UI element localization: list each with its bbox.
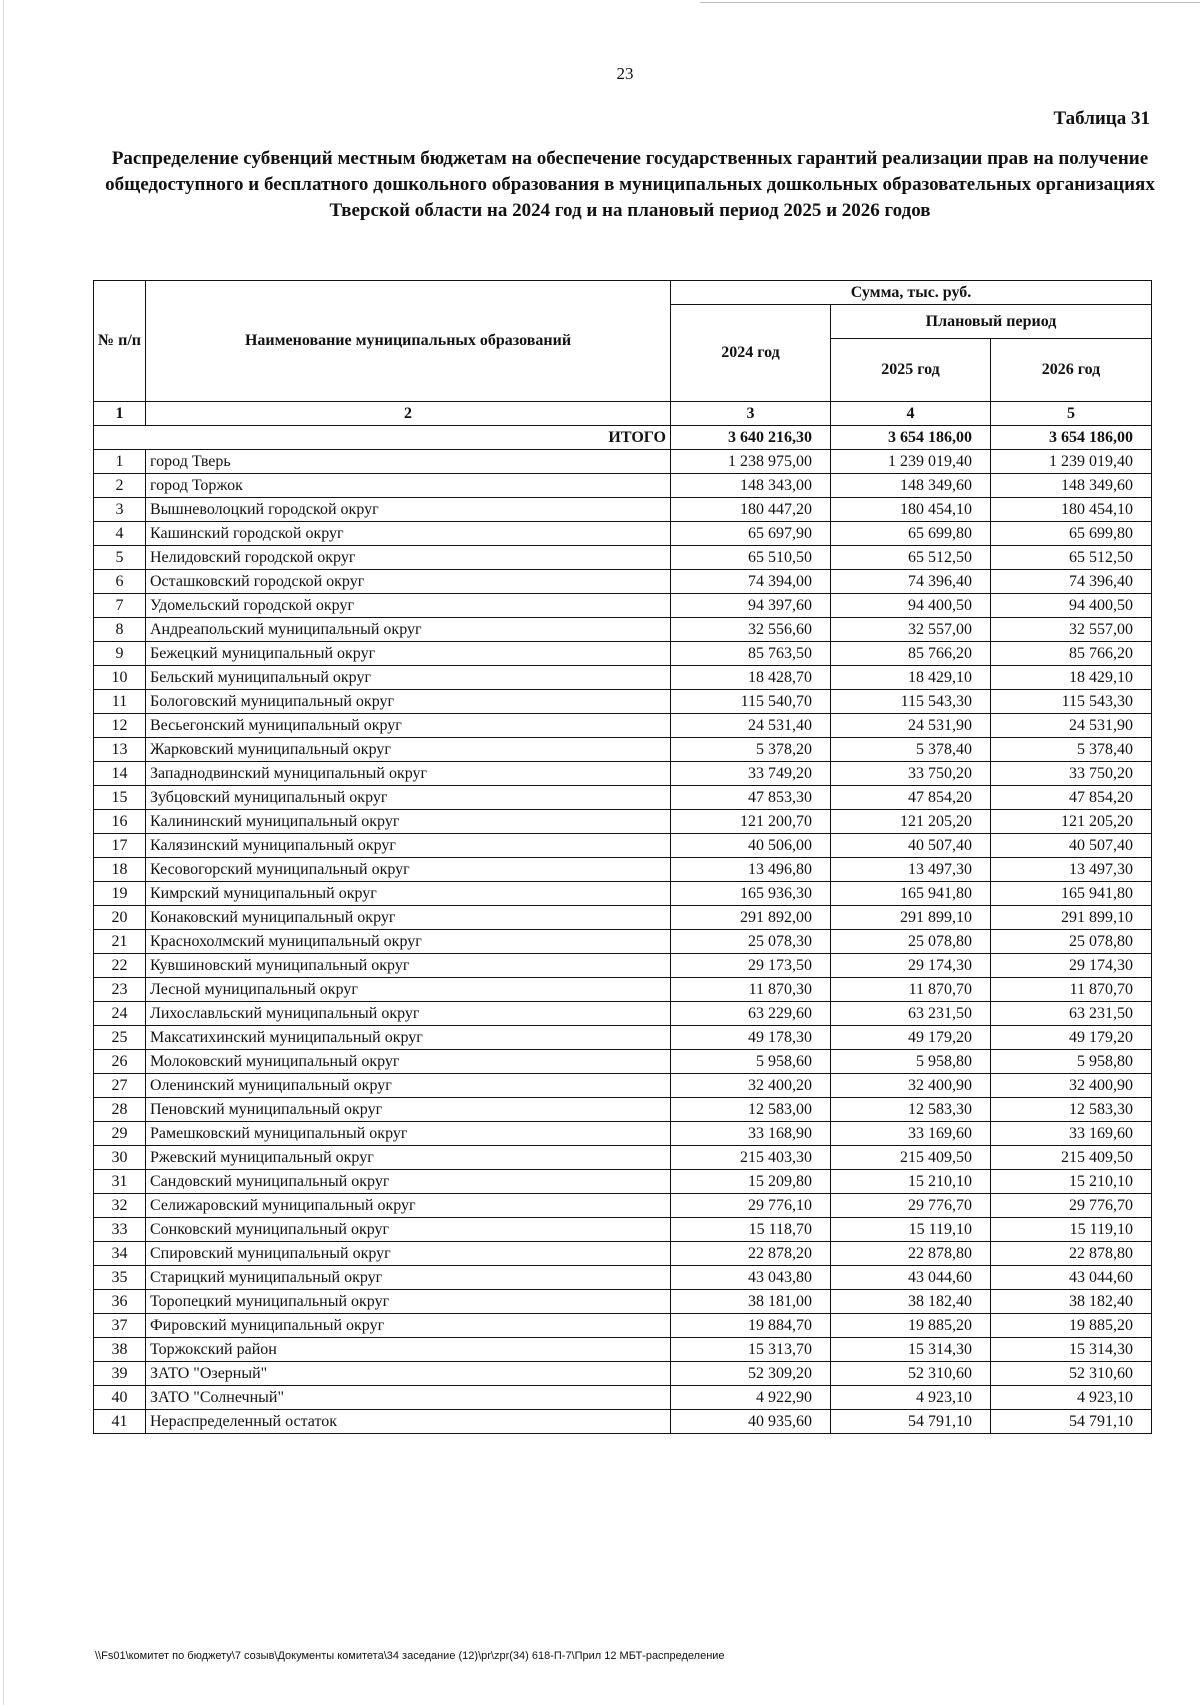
municipality-name: Лесной муниципальный округ bbox=[146, 978, 671, 1002]
value-2025: 49 179,20 bbox=[831, 1026, 991, 1050]
row-number: 14 bbox=[94, 762, 146, 786]
value-2024: 40 935,60 bbox=[671, 1410, 831, 1434]
column-index: 2 bbox=[146, 402, 671, 426]
document-title: Распределение субвенций местным бюджетам на обеспечение государственных гарантий реализации прав на получение общедоступного и бесплатного дошкольного образования в муниципальных дошкольных образовательных организациях Тверской области на 2024 год и на плановый период 2025 и 2026 годов bbox=[105, 148, 1155, 221]
table-row bbox=[94, 762, 1152, 786]
row-number: 3 bbox=[94, 498, 146, 522]
value-2026: 121 205,20 bbox=[991, 810, 1152, 834]
row-number: 34 bbox=[94, 1242, 146, 1266]
column-index: 3 bbox=[671, 402, 831, 426]
table-row bbox=[94, 1074, 1152, 1098]
row-number: 23 bbox=[94, 978, 146, 1002]
value-2026: 52 310,60 bbox=[991, 1362, 1152, 1386]
table-row bbox=[94, 1002, 1152, 1026]
value-2024: 180 447,20 bbox=[671, 498, 831, 522]
table-row bbox=[94, 1026, 1152, 1050]
row-number: 30 bbox=[94, 1146, 146, 1170]
row-number: 36 bbox=[94, 1290, 146, 1314]
table-row bbox=[94, 594, 1152, 618]
row-number: 7 bbox=[94, 594, 146, 618]
value-2026: 291 899,10 bbox=[991, 906, 1152, 930]
row-number: 18 bbox=[94, 858, 146, 882]
municipality-name: Фировский муниципальный округ bbox=[146, 1314, 671, 1338]
value-2024: 13 496,80 bbox=[671, 858, 831, 882]
municipality-name: город Тверь bbox=[146, 450, 671, 474]
value-2024: 29 173,50 bbox=[671, 954, 831, 978]
value-2026: 19 885,20 bbox=[991, 1314, 1152, 1338]
value-2024: 32 400,20 bbox=[671, 1074, 831, 1098]
row-number: 32 bbox=[94, 1194, 146, 1218]
value-2025: 18 429,10 bbox=[831, 666, 991, 690]
value-2026: 54 791,10 bbox=[991, 1410, 1152, 1434]
municipality-name: Осташковский городской округ bbox=[146, 570, 671, 594]
value-2025: 63 231,50 bbox=[831, 1002, 991, 1026]
municipality-name: Сандовский муниципальный округ bbox=[146, 1170, 671, 1194]
table-row bbox=[94, 522, 1152, 546]
value-2025: 5 958,80 bbox=[831, 1050, 991, 1074]
value-2025: 32 400,90 bbox=[831, 1074, 991, 1098]
value-2026: 40 507,40 bbox=[991, 834, 1152, 858]
value-2024: 15 209,80 bbox=[671, 1170, 831, 1194]
value-2024: 24 531,40 bbox=[671, 714, 831, 738]
footer-file-path: \\Fs01\комитет по бюджету\7 созыв\Документы комитета\34 заседание (12)\pr\zpr(34) 618-П-7\Прил 12 МБТ-распределение bbox=[95, 1650, 725, 1662]
value-2025: 40 507,40 bbox=[831, 834, 991, 858]
row-number: 8 bbox=[94, 618, 146, 642]
table-row bbox=[94, 1410, 1152, 1434]
value-2025: 22 878,80 bbox=[831, 1242, 991, 1266]
value-2025: 29 776,70 bbox=[831, 1194, 991, 1218]
value-2026: 1 239 019,40 bbox=[991, 450, 1152, 474]
value-2026: 215 409,50 bbox=[991, 1146, 1152, 1170]
value-2025: 121 205,20 bbox=[831, 810, 991, 834]
row-number: 25 bbox=[94, 1026, 146, 1050]
total-2024: 3 640 216,30 bbox=[671, 426, 831, 450]
value-2026: 22 878,80 bbox=[991, 1242, 1152, 1266]
row-number: 24 bbox=[94, 1002, 146, 1026]
table-row bbox=[94, 690, 1152, 714]
value-2025: 65 699,80 bbox=[831, 522, 991, 546]
value-2026: 15 119,10 bbox=[991, 1218, 1152, 1242]
row-number: 31 bbox=[94, 1170, 146, 1194]
value-2024: 65 697,90 bbox=[671, 522, 831, 546]
table-row bbox=[94, 1170, 1152, 1194]
value-2024: 25 078,30 bbox=[671, 930, 831, 954]
column-index: 5 bbox=[991, 402, 1152, 426]
value-2024: 1 238 975,00 bbox=[671, 450, 831, 474]
table-label: Таблица 31 bbox=[1053, 108, 1150, 129]
table-row bbox=[94, 714, 1152, 738]
municipality-name: Оленинский муниципальный округ bbox=[146, 1074, 671, 1098]
row-number: 40 bbox=[94, 1386, 146, 1410]
municipality-name: Торжокский район bbox=[146, 1338, 671, 1362]
value-2026: 38 182,40 bbox=[991, 1290, 1152, 1314]
municipality-name: Бельский муниципальный округ bbox=[146, 666, 671, 690]
header-plan-period: Плановый период bbox=[831, 305, 1152, 339]
table-row bbox=[94, 1194, 1152, 1218]
table-row bbox=[94, 978, 1152, 1002]
value-2025: 65 512,50 bbox=[831, 546, 991, 570]
scan-artifact-line bbox=[700, 2, 1200, 3]
value-2025: 291 899,10 bbox=[831, 906, 991, 930]
value-2024: 52 309,20 bbox=[671, 1362, 831, 1386]
table-row bbox=[94, 858, 1152, 882]
municipality-name: Андреапольский муниципальный округ bbox=[146, 618, 671, 642]
table-row bbox=[94, 642, 1152, 666]
value-2025: 19 885,20 bbox=[831, 1314, 991, 1338]
page-number: 23 bbox=[616, 64, 634, 83]
value-2026: 13 497,30 bbox=[991, 858, 1152, 882]
value-2025: 94 400,50 bbox=[831, 594, 991, 618]
value-2025: 165 941,80 bbox=[831, 882, 991, 906]
table-row bbox=[94, 1218, 1152, 1242]
municipality-name: Кувшиновский муниципальный округ bbox=[146, 954, 671, 978]
table-row bbox=[94, 1146, 1152, 1170]
municipality-name: Ржевский муниципальный округ bbox=[146, 1146, 671, 1170]
municipality-name: Вышневолоцкий городской округ bbox=[146, 498, 671, 522]
municipality-name: Жарковский муниципальный округ bbox=[146, 738, 671, 762]
header-name: Наименование муниципальных образований bbox=[146, 281, 671, 402]
value-2026: 15 314,30 bbox=[991, 1338, 1152, 1362]
value-2026: 18 429,10 bbox=[991, 666, 1152, 690]
municipality-name: Весьегонский муниципальный округ bbox=[146, 714, 671, 738]
value-2025: 15 119,10 bbox=[831, 1218, 991, 1242]
total-row bbox=[94, 426, 1152, 450]
value-2024: 19 884,70 bbox=[671, 1314, 831, 1338]
table-row bbox=[94, 1098, 1152, 1122]
value-2024: 85 763,50 bbox=[671, 642, 831, 666]
total-2025: 3 654 186,00 bbox=[831, 426, 991, 450]
value-2026: 165 941,80 bbox=[991, 882, 1152, 906]
municipality-name: Кимрский муниципальный округ bbox=[146, 882, 671, 906]
table-row bbox=[94, 930, 1152, 954]
column-index: 4 bbox=[831, 402, 991, 426]
row-number: 22 bbox=[94, 954, 146, 978]
municipality-name: Спировский муниципальный округ bbox=[146, 1242, 671, 1266]
value-2025: 43 044,60 bbox=[831, 1266, 991, 1290]
value-2026: 74 396,40 bbox=[991, 570, 1152, 594]
municipality-name: Молоковский муниципальный округ bbox=[146, 1050, 671, 1074]
row-number: 12 bbox=[94, 714, 146, 738]
value-2024: 148 343,00 bbox=[671, 474, 831, 498]
value-2026: 94 400,50 bbox=[991, 594, 1152, 618]
municipality-name: Селижаровский муниципальный округ bbox=[146, 1194, 671, 1218]
row-number: 19 bbox=[94, 882, 146, 906]
value-2026: 49 179,20 bbox=[991, 1026, 1152, 1050]
table-row bbox=[94, 1242, 1152, 1266]
column-index: 1 bbox=[94, 402, 146, 426]
value-2024: 94 397,60 bbox=[671, 594, 831, 618]
row-number: 6 bbox=[94, 570, 146, 594]
value-2024: 291 892,00 bbox=[671, 906, 831, 930]
row-number: 28 bbox=[94, 1098, 146, 1122]
table-row bbox=[94, 666, 1152, 690]
value-2024: 65 510,50 bbox=[671, 546, 831, 570]
value-2025: 13 497,30 bbox=[831, 858, 991, 882]
municipality-name: Рамешковский муниципальный округ bbox=[146, 1122, 671, 1146]
row-number: 37 bbox=[94, 1314, 146, 1338]
value-2026: 115 543,30 bbox=[991, 690, 1152, 714]
municipality-name: Сонковский муниципальный округ bbox=[146, 1218, 671, 1242]
municipality-name: Нераспределенный остаток bbox=[146, 1410, 671, 1434]
header-num: № п/п bbox=[94, 281, 146, 402]
municipality-name: Калязинский муниципальный округ bbox=[146, 834, 671, 858]
value-2025: 15 314,30 bbox=[831, 1338, 991, 1362]
value-2026: 15 210,10 bbox=[991, 1170, 1152, 1194]
scan-artifact-edge bbox=[3, 0, 4, 1705]
value-2025: 5 378,40 bbox=[831, 738, 991, 762]
row-number: 1 bbox=[94, 450, 146, 474]
total-label: ИТОГО bbox=[94, 426, 671, 450]
value-2024: 43 043,80 bbox=[671, 1266, 831, 1290]
table-row bbox=[94, 786, 1152, 810]
row-number: 2 bbox=[94, 474, 146, 498]
value-2026: 32 557,00 bbox=[991, 618, 1152, 642]
row-number: 16 bbox=[94, 810, 146, 834]
value-2026: 85 766,20 bbox=[991, 642, 1152, 666]
value-2025: 32 557,00 bbox=[831, 618, 991, 642]
table-row bbox=[94, 1314, 1152, 1338]
value-2026: 4 923,10 bbox=[991, 1386, 1152, 1410]
municipality-name: Кашинский городской округ bbox=[146, 522, 671, 546]
value-2024: 4 922,90 bbox=[671, 1386, 831, 1410]
table-row bbox=[94, 882, 1152, 906]
column-index-row bbox=[94, 402, 1152, 426]
value-2026: 65 512,50 bbox=[991, 546, 1152, 570]
header-2024: 2024 год bbox=[671, 305, 831, 402]
value-2024: 18 428,70 bbox=[671, 666, 831, 690]
table-row bbox=[94, 834, 1152, 858]
value-2024: 5 378,20 bbox=[671, 738, 831, 762]
row-number: 9 bbox=[94, 642, 146, 666]
table-row bbox=[94, 1338, 1152, 1362]
municipality-name: город Торжок bbox=[146, 474, 671, 498]
value-2026: 11 870,70 bbox=[991, 978, 1152, 1002]
value-2025: 12 583,30 bbox=[831, 1098, 991, 1122]
value-2026: 29 174,30 bbox=[991, 954, 1152, 978]
row-number: 39 bbox=[94, 1362, 146, 1386]
row-number: 29 bbox=[94, 1122, 146, 1146]
row-number: 26 bbox=[94, 1050, 146, 1074]
row-number: 38 bbox=[94, 1338, 146, 1362]
value-2024: 74 394,00 bbox=[671, 570, 831, 594]
value-2025: 25 078,80 bbox=[831, 930, 991, 954]
value-2025: 4 923,10 bbox=[831, 1386, 991, 1410]
value-2024: 15 313,70 bbox=[671, 1338, 831, 1362]
row-number: 20 bbox=[94, 906, 146, 930]
table-row bbox=[94, 1362, 1152, 1386]
value-2024: 32 556,60 bbox=[671, 618, 831, 642]
value-2024: 63 229,60 bbox=[671, 1002, 831, 1026]
value-2026: 47 854,20 bbox=[991, 786, 1152, 810]
municipality-name: Бежецкий муниципальный округ bbox=[146, 642, 671, 666]
table-row bbox=[94, 954, 1152, 978]
value-2026: 5 958,80 bbox=[991, 1050, 1152, 1074]
table-row bbox=[94, 1290, 1152, 1314]
value-2025: 29 174,30 bbox=[831, 954, 991, 978]
value-2024: 165 936,30 bbox=[671, 882, 831, 906]
municipality-name: Максатихинский муниципальный округ bbox=[146, 1026, 671, 1050]
header-sum: Сумма, тыс. руб. bbox=[671, 281, 1152, 305]
table-row bbox=[94, 738, 1152, 762]
municipality-name: Лихославльский муниципальный округ bbox=[146, 1002, 671, 1026]
table-row bbox=[94, 570, 1152, 594]
municipality-name: Пеновский муниципальный округ bbox=[146, 1098, 671, 1122]
municipality-name: Нелидовский городской округ bbox=[146, 546, 671, 570]
municipality-name: Калининский муниципальный округ bbox=[146, 810, 671, 834]
row-number: 10 bbox=[94, 666, 146, 690]
value-2024: 15 118,70 bbox=[671, 1218, 831, 1242]
value-2024: 47 853,30 bbox=[671, 786, 831, 810]
value-2025: 33 750,20 bbox=[831, 762, 991, 786]
value-2026: 43 044,60 bbox=[991, 1266, 1152, 1290]
table-row bbox=[94, 810, 1152, 834]
municipality-name: Торопецкий муниципальный округ bbox=[146, 1290, 671, 1314]
total-2026: 3 654 186,00 bbox=[991, 426, 1152, 450]
municipality-name: Зубцовский муниципальный округ bbox=[146, 786, 671, 810]
table-row bbox=[94, 498, 1152, 522]
municipality-name: Кесовогорский муниципальный округ bbox=[146, 858, 671, 882]
municipality-name: ЗАТО "Солнечный" bbox=[146, 1386, 671, 1410]
value-2024: 22 878,20 bbox=[671, 1242, 831, 1266]
value-2026: 25 078,80 bbox=[991, 930, 1152, 954]
table-body bbox=[94, 450, 1152, 1434]
municipality-name: Удомельский городской округ bbox=[146, 594, 671, 618]
value-2026: 32 400,90 bbox=[991, 1074, 1152, 1098]
table-row bbox=[94, 1050, 1152, 1074]
value-2026: 29 776,70 bbox=[991, 1194, 1152, 1218]
value-2024: 5 958,60 bbox=[671, 1050, 831, 1074]
subsidy-distribution-table bbox=[93, 280, 1152, 1434]
table-row bbox=[94, 1122, 1152, 1146]
row-number: 13 bbox=[94, 738, 146, 762]
value-2026: 180 454,10 bbox=[991, 498, 1152, 522]
value-2025: 148 349,60 bbox=[831, 474, 991, 498]
value-2025: 24 531,90 bbox=[831, 714, 991, 738]
header-2026: 2026 год bbox=[991, 339, 1152, 402]
row-number: 21 bbox=[94, 930, 146, 954]
municipality-name: Бологовский муниципальный округ bbox=[146, 690, 671, 714]
row-number: 15 bbox=[94, 786, 146, 810]
value-2025: 215 409,50 bbox=[831, 1146, 991, 1170]
value-2025: 74 396,40 bbox=[831, 570, 991, 594]
table-row bbox=[94, 1386, 1152, 1410]
value-2024: 40 506,00 bbox=[671, 834, 831, 858]
value-2025: 115 543,30 bbox=[831, 690, 991, 714]
municipality-name: Западнодвинский муниципальный округ bbox=[146, 762, 671, 786]
municipality-name: Конаковский муниципальный округ bbox=[146, 906, 671, 930]
value-2026: 5 378,40 bbox=[991, 738, 1152, 762]
value-2025: 180 454,10 bbox=[831, 498, 991, 522]
value-2025: 11 870,70 bbox=[831, 978, 991, 1002]
value-2026: 33 750,20 bbox=[991, 762, 1152, 786]
value-2024: 38 181,00 bbox=[671, 1290, 831, 1314]
value-2024: 11 870,30 bbox=[671, 978, 831, 1002]
table-row bbox=[94, 546, 1152, 570]
table-row bbox=[94, 618, 1152, 642]
value-2026: 33 169,60 bbox=[991, 1122, 1152, 1146]
municipality-name: Старицкий муниципальный округ bbox=[146, 1266, 671, 1290]
value-2024: 33 168,90 bbox=[671, 1122, 831, 1146]
value-2025: 54 791,10 bbox=[831, 1410, 991, 1434]
value-2025: 85 766,20 bbox=[831, 642, 991, 666]
municipality-name: Краснохолмский муниципальный округ bbox=[146, 930, 671, 954]
row-number: 35 bbox=[94, 1266, 146, 1290]
row-number: 33 bbox=[94, 1218, 146, 1242]
value-2025: 1 239 019,40 bbox=[831, 450, 991, 474]
row-number: 4 bbox=[94, 522, 146, 546]
value-2026: 63 231,50 bbox=[991, 1002, 1152, 1026]
table-row bbox=[94, 450, 1152, 474]
value-2026: 65 699,80 bbox=[991, 522, 1152, 546]
value-2024: 215 403,30 bbox=[671, 1146, 831, 1170]
value-2025: 38 182,40 bbox=[831, 1290, 991, 1314]
table-row bbox=[94, 906, 1152, 930]
value-2024: 12 583,00 bbox=[671, 1098, 831, 1122]
table-row bbox=[94, 1266, 1152, 1290]
value-2024: 115 540,70 bbox=[671, 690, 831, 714]
value-2026: 12 583,30 bbox=[991, 1098, 1152, 1122]
value-2024: 121 200,70 bbox=[671, 810, 831, 834]
row-number: 27 bbox=[94, 1074, 146, 1098]
value-2025: 47 854,20 bbox=[831, 786, 991, 810]
municipality-name: ЗАТО "Озерный" bbox=[146, 1362, 671, 1386]
value-2025: 15 210,10 bbox=[831, 1170, 991, 1194]
value-2025: 52 310,60 bbox=[831, 1362, 991, 1386]
value-2024: 29 776,10 bbox=[671, 1194, 831, 1218]
table-row bbox=[94, 474, 1152, 498]
value-2024: 33 749,20 bbox=[671, 762, 831, 786]
row-number: 5 bbox=[94, 546, 146, 570]
value-2024: 49 178,30 bbox=[671, 1026, 831, 1050]
row-number: 17 bbox=[94, 834, 146, 858]
header-2025: 2025 год bbox=[831, 339, 991, 402]
value-2025: 33 169,60 bbox=[831, 1122, 991, 1146]
row-number: 41 bbox=[94, 1410, 146, 1434]
row-number: 11 bbox=[94, 690, 146, 714]
value-2026: 148 349,60 bbox=[991, 474, 1152, 498]
value-2026: 24 531,90 bbox=[991, 714, 1152, 738]
